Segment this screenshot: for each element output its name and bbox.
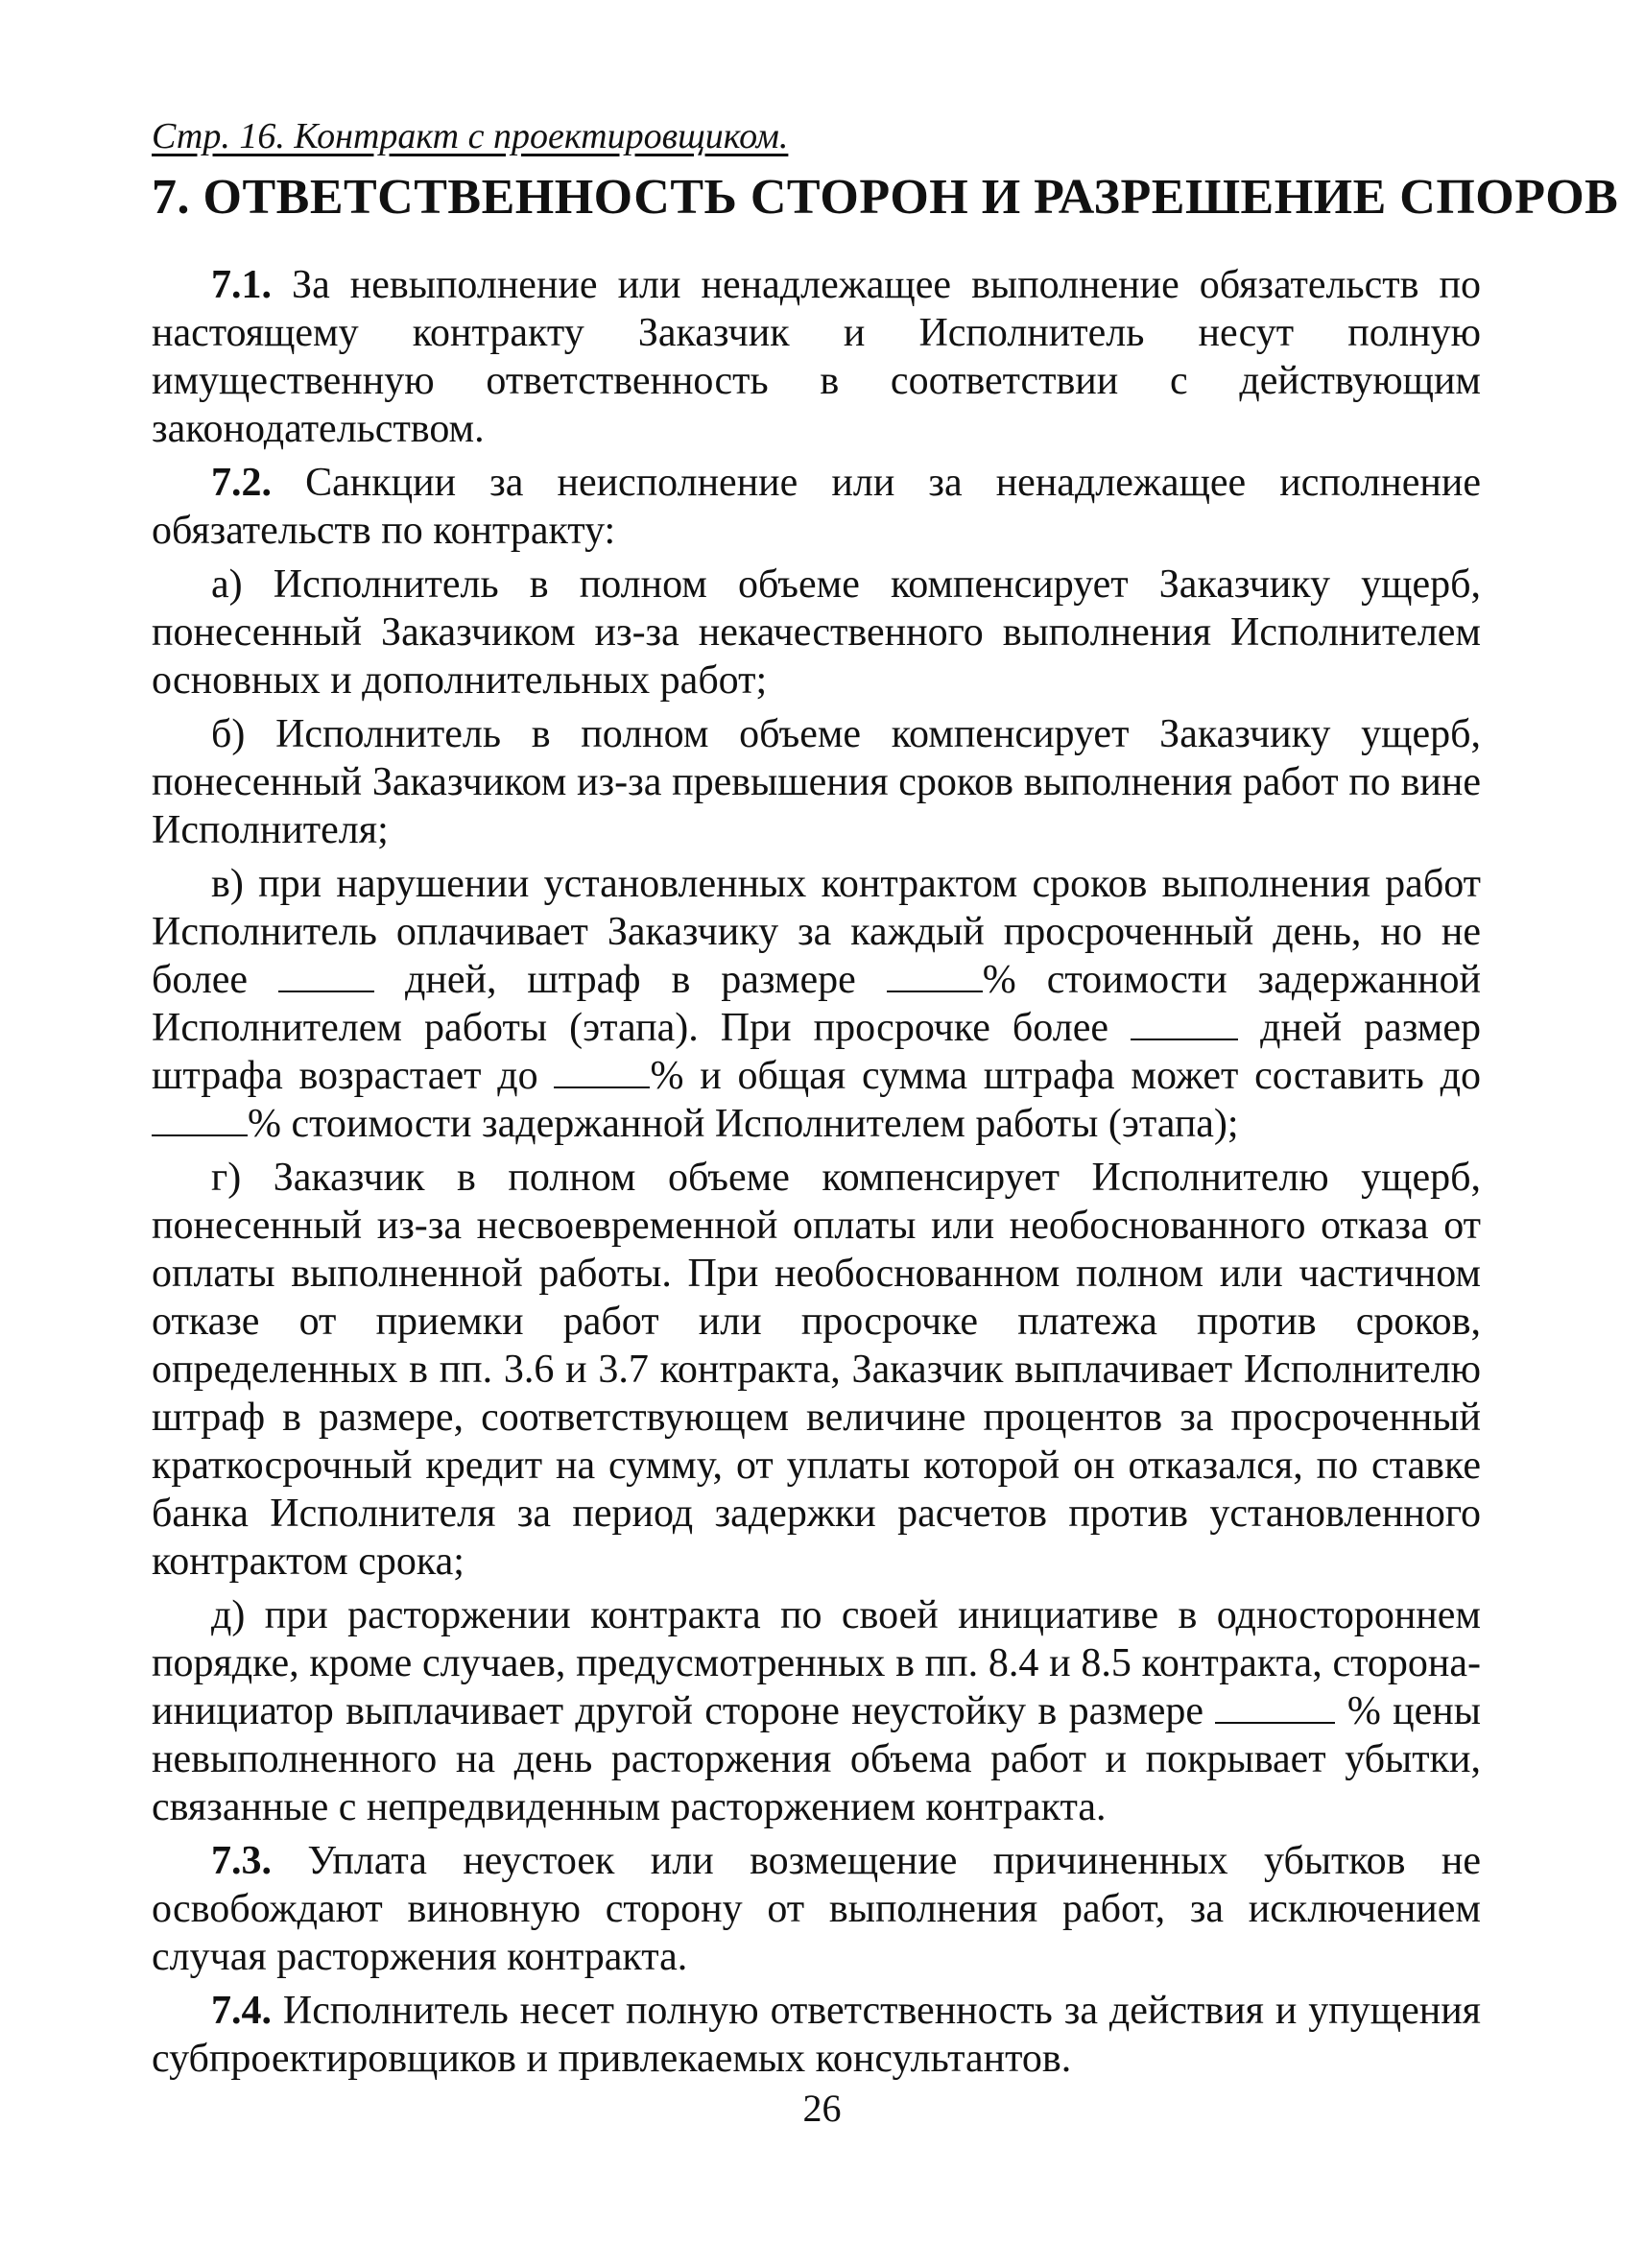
subclause-d — [152, 1591, 1481, 1831]
clause-number: 7.1. — [211, 263, 272, 307]
clause-text: За невыполнение или ненадлежащее выполнение обязательств по настоящему контракту Заказчик и Исполнитель несут полную имущественную ответственность в соответствии с действующим законодательством. — [152, 263, 1481, 451]
subclause-g: г) Заказчик в полном объеме компенсирует Исполнителю ущерб, понесенный из-за несвоевременной оплаты или необоснованного отказа от оплаты выполненной работы. При необоснованном полном или частичном отказе от приемки работ или просрочке платежа против сроков, определенных в пп. 3.6 и 3.7 контракта, Заказчик выплачивает Исполнителю штраф в размере, соответствующем величине процентов за просроченный краткосрочный кредит на сумму, от уплаты которой он отказался, по ставке банка Исполнителя за период задержки расчетов против установленного контрактом срока; — [152, 1156, 1481, 1584]
subclause-b: б) Исполнитель в полном объеме компенсирует Заказчику ущерб, понесенный Заказчиком из-за превышения сроков выполнения работ по вине Исполнителя; — [152, 712, 1481, 852]
section-body — [152, 261, 1481, 2083]
fill-in-blank — [1215, 1689, 1335, 1724]
page-number: 26 — [802, 2087, 842, 2130]
fill-in-blank — [1131, 1006, 1238, 1040]
clause-number: 7.3. — [211, 1839, 272, 1883]
fill-in-blank — [152, 1102, 248, 1136]
subclause-text: % стоимости задержанной Исполнителем работы (этапа). При просрочке более — [152, 958, 1482, 1050]
subclause-text: % цены невыполненного на день расторжения объема работ и покрывает убытки, связанные с непредвиденным расторжением контракта. — [152, 1689, 1481, 1829]
subclause-text: в) при нарушении установленных контрактом сроков выполнения работ Исполнитель оплачивает Заказчику за каждый просроченный день, но не более — [152, 862, 1481, 1002]
fill-in-blank — [278, 958, 374, 992]
subclause-text: дней размер штрафа возрастает до — [152, 1006, 1482, 1098]
paragraph-7-2 — [152, 459, 1481, 555]
subclause-text: % стоимости задержанной Исполнителем работы (этапа); — [248, 1102, 1239, 1146]
subclause-text: д) при расторжении контракта по своей инициативе в одностороннем порядке, кроме случаев, предусмотренных в пп. 8.4 и 8.5 контракта, сторона-инициатор выплачивает другой стороне неустойку в размере — [152, 1593, 1481, 1733]
fill-in-blank — [554, 1054, 650, 1088]
section-title: 7. ОТВЕТСТВЕННОСТЬ СТОРОН И РАЗРЕШЕНИЕ СПОРОВ — [152, 170, 1619, 225]
subclause-text: дней, штраф в размере — [405, 958, 856, 1002]
subclause-a: а) Исполнитель в полном объеме компенсирует Заказчику ущерб, понесенный Заказчиком из-за некачественного выполнения Исполнителем основных и дополнительных работ; — [152, 562, 1481, 703]
clause-number: 7.4. — [211, 1989, 272, 2033]
paragraph-7-1 — [152, 261, 1481, 453]
clause-number: 7.2. — [211, 461, 272, 505]
subclause-text: % и общая сумма штрафа может составить до — [650, 1054, 1482, 1098]
clause-text: Уплата неустоек или возмещение причиненных убытков не освобождают виновную сторону от выполнения работ, за исключением случая расторжения контракта. — [152, 1839, 1482, 1979]
subclause-v — [152, 860, 1481, 1148]
clause-text: Исполнитель несет полную ответственность за действия и упущения субпроектировщиков и привлекаемых консультантов. — [152, 1989, 1481, 2081]
paragraph-7-3 — [152, 1837, 1481, 1981]
document-page — [152, 115, 1619, 2089]
paragraph-7-4 — [152, 1987, 1481, 2083]
clause-text: Санкции за неисполнение или за ненадлежащее исполнение обязательств по контракту: — [152, 461, 1481, 553]
running-head: Стр. 16. Контракт с проектировщиком. — [152, 116, 789, 156]
fill-in-blank — [887, 958, 983, 992]
